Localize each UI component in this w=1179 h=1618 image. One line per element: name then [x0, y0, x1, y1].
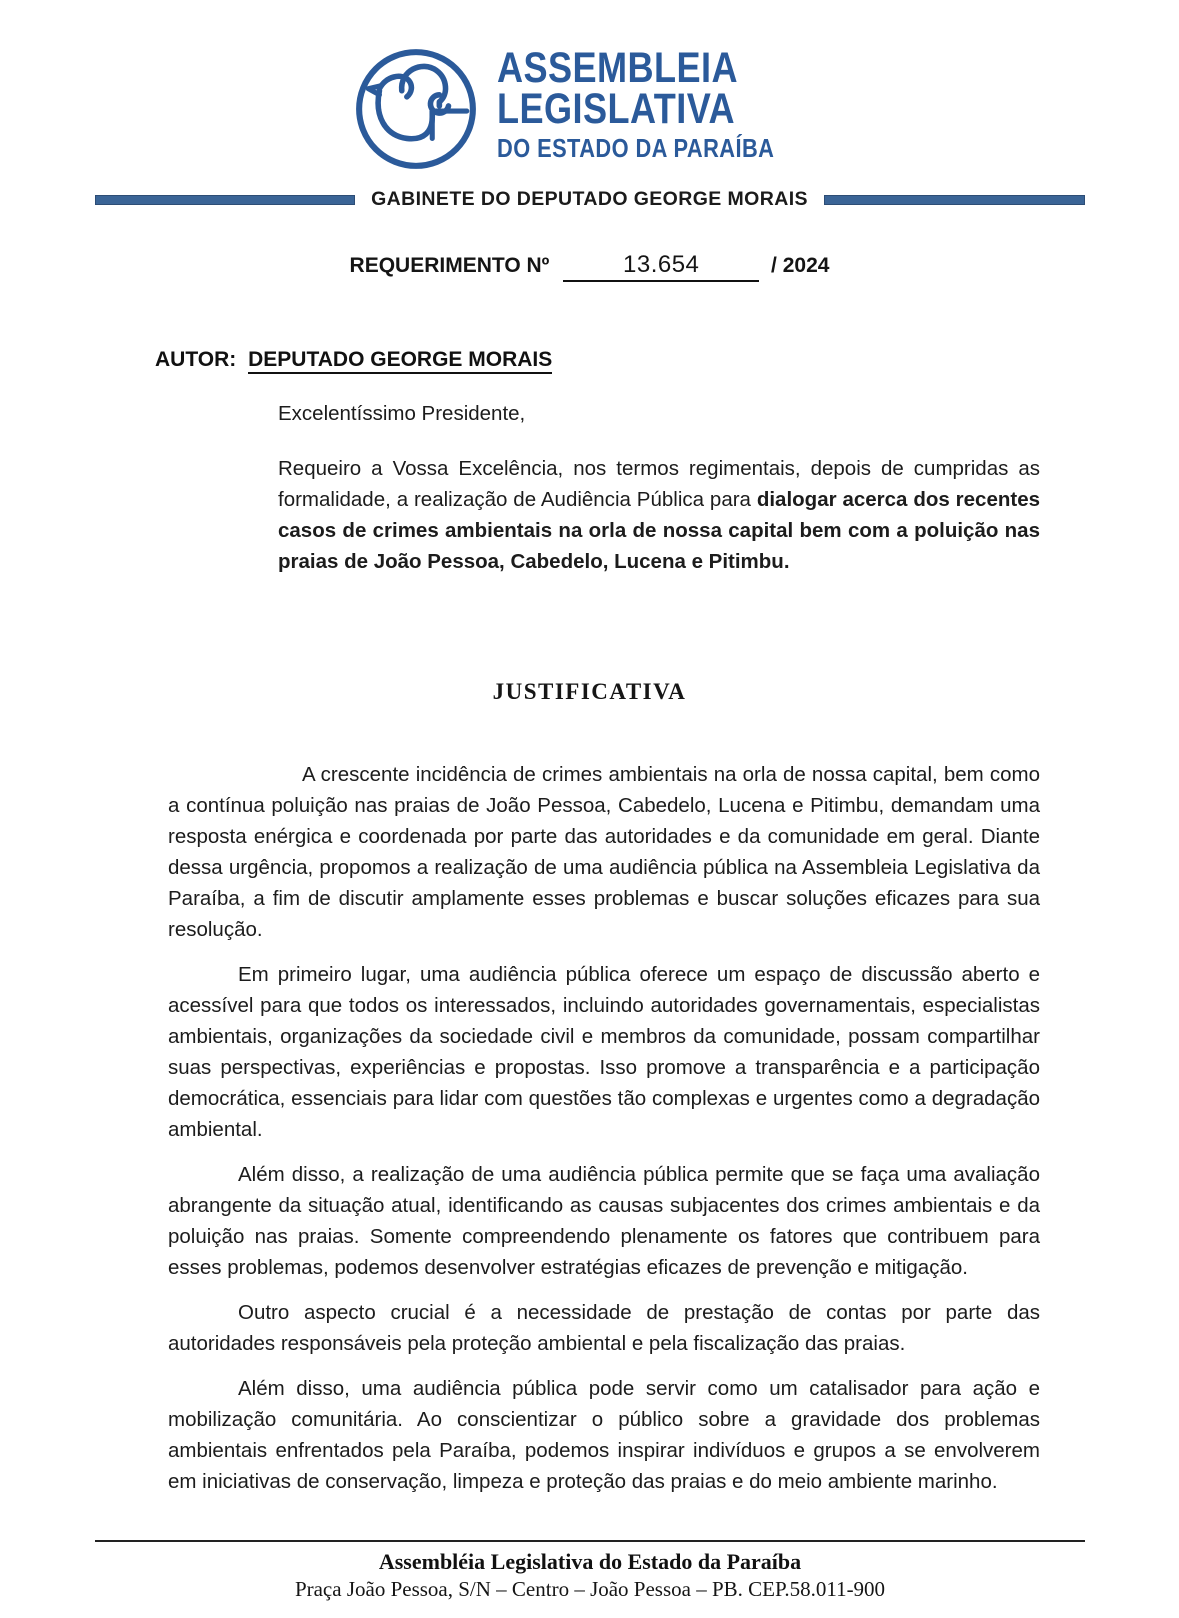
request-text-normal: Requeiro a Vossa Excelência, nos termos regimentais, depois de cumpridas as formalidade, a realização de Audiência Pública para	[278, 457, 1040, 511]
banner-bar-left	[95, 195, 356, 205]
author-label: AUTOR:	[155, 348, 237, 371]
requerimento-year: / 2024	[771, 254, 830, 277]
banner-bar-right	[824, 195, 1085, 205]
justificativa-heading: JUSTIFICATIVA	[492, 679, 687, 704]
justificativa-paragraph-1: A crescente incidência de crimes ambientais na orla de nossa capital, bem como a contínua poluição nas praias de João Pessoa, Cabedelo, Lucena e Pitimbu, demandam uma resposta enérgica e coordenada por parte das autoridades e da comunidade em geral. Diante dessa urgência, propomos a realização de uma audiência pública na Assembleia Legislativa da Paraíba, a fim de discutir amplamente esses problemas e buscar soluções eficazes para sua resolução.	[168, 763, 1040, 941]
logo-title-line1: ASSEMBLEIA	[497, 44, 739, 92]
letterhead	[0, 0, 1179, 174]
justificativa-paragraph-2: Em primeiro lugar, uma audiência pública oferece um espaço de discussão aberto e acessível para que todos os interessados, incluindo autoridades governamentais, especialistas ambientais, organizações da sociedade civil e membros da comunidade, possam compartilhar suas perspectivas, experiências e propostas. Isso promove a transparência e a participação democrática, essenciais para lidar com questões tão complexas e urgentes como a degradação ambiental.	[168, 963, 1040, 1141]
requerimento-label: REQUERIMENTO Nº	[349, 254, 550, 277]
request-paragraph	[278, 453, 1040, 577]
justificativa-paragraph-5: Além disso, uma audiência pública pode servir como um catalisador para ação e mobilização comunitária. Ao conscientizar o público sobre a gravidade dos problemas ambientais enfrentados pela Paraíba, podemos inspirar indivíduos e grupos a se envolverem em iniciativas de conservação, limpeza e proteção das praias e do meio ambiente marinho.	[168, 1377, 1040, 1493]
office-banner	[95, 188, 1085, 211]
logo-wordmark	[497, 44, 774, 163]
dove-logo-icon	[351, 44, 481, 174]
requerimento-number-field: 13.654	[563, 251, 759, 282]
author-line	[155, 348, 1179, 372]
justificativa-paragraph-3: Além disso, a realização de uma audiência pública permite que se faça uma avaliação abrangente da situação atual, identificando as causas subjacentes dos crimes ambientais e da poluição nas praias. Somente compreendendo plenamente os fatores que contribuem para esses problemas, podemos desenvolver estratégias eficazes de prevenção e mitigação.	[168, 1163, 1040, 1279]
justificativa-paragraph-4: Outro aspecto crucial é a necessidade de prestação de contas por parte das autoridades responsáveis pela proteção ambiental e pela fiscalização das praias.	[168, 1301, 1040, 1355]
logo-title-line2: LEGISLATIVA	[497, 85, 736, 133]
request-text-bold: dialogar acerca dos recentes casos de crimes ambientais na orla de nossa capital bem com a poluição nas praias de João Pessoa, Cabedelo, Lucena e Pitimbu.	[278, 488, 1041, 573]
justificativa-body	[168, 759, 1040, 1497]
footer-address: Praça João Pessoa, S/N – Centro – João Pessoa – PB. CEP.58.011-900	[294, 1577, 886, 1601]
salutation: Excelentíssimo Presidente,	[278, 402, 526, 425]
office-banner-label: GABINETE DO DEPUTADO GEORGE MORAIS	[371, 188, 808, 210]
logo-subtitle: DO ESTADO DA PARAÍBA	[497, 133, 775, 163]
author-name: DEPUTADO GEORGE MORAIS	[248, 348, 552, 374]
footer-institution: Assembléia Legislativa do Estado da Paraíba	[378, 1549, 802, 1574]
requerimento-header	[0, 251, 1179, 282]
page-footer	[95, 1540, 1085, 1602]
